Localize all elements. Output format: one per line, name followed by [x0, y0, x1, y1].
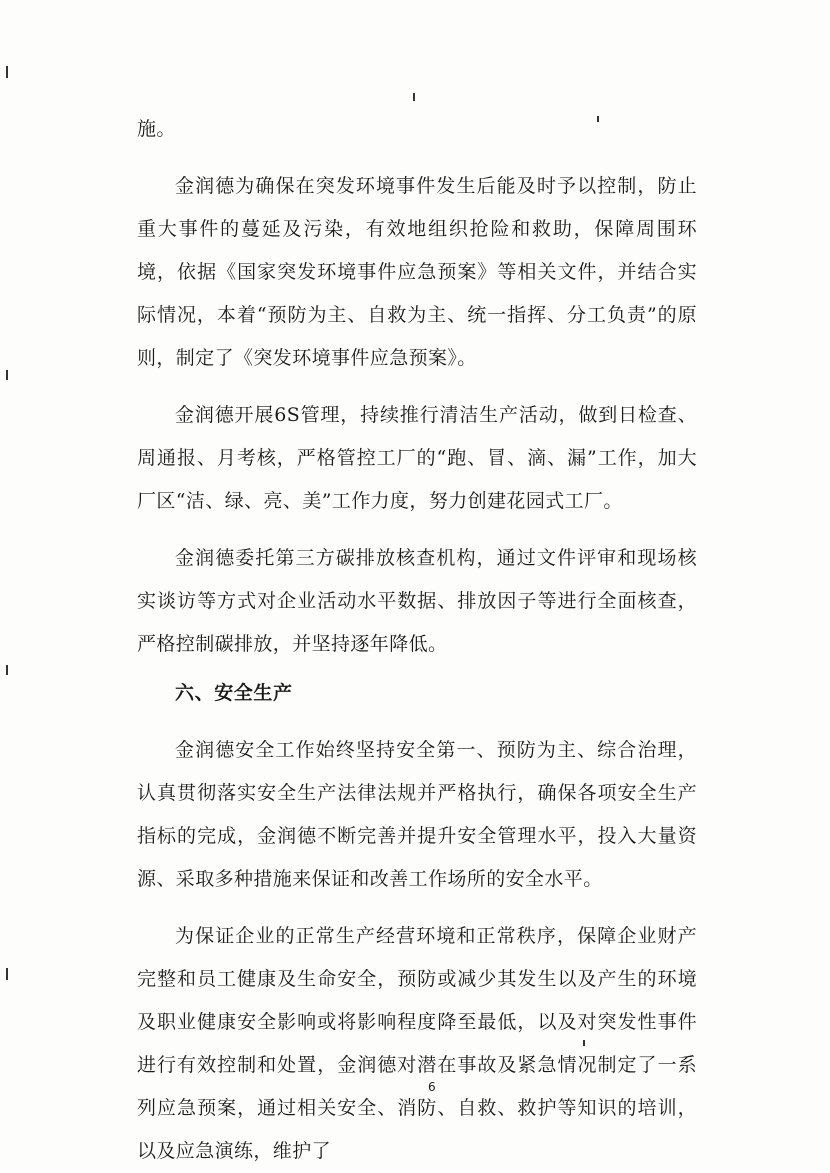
- scan-mark: [6, 370, 8, 380]
- scan-mark: [6, 968, 8, 980]
- paragraph-6s-management: 金润德开展6S管理，持续推行清洁生产活动，做到日检查、周通报、月考核，严格管控工厂的“跑、冒、滴、漏”工作，加大厂区“洁、绿、亮、美”工作力度，努力创建花园式工厂。: [137, 404, 697, 512]
- scan-mark: [6, 66, 8, 78]
- scan-mark: [413, 93, 415, 101]
- document-body: [137, 108, 697, 1173]
- paragraph-continuation: 施。: [137, 118, 176, 140]
- scan-mark: [6, 665, 8, 675]
- paragraph-carbon-verification: 金润德委托第三方碳排放核查机构，通过文件评审和现场核实谈访等方式对企业活动水平数据、排放因子等进行全面核查，严格控制碳排放，并坚持逐年降低。: [137, 547, 697, 655]
- paragraph-emergency-plan: 金润德为确保在突发环境事件发生后能及时予以控制，防止重大事件的蔓延及污染，有效地组织抢险和救助，保障周围环境，依据《国家突发环境事件应急预案》等相关文件，并结合实际情况，本着“预防为主、自救为主、统一指挥、分工负责”的原则，制定了《突发环境事件应急预案》。: [137, 175, 697, 369]
- paragraph-emergency-drills: 为保证企业的正常生产经营环境和正常秩序，保障企业财产完整和员工健康及生命安全，预防或减少其发生以及产生的环境及职业健康安全影响或将影响程度降至最低，以及对突发性事件进行有效控制和处置，金润德对潜在事故及紧急情况制定了一系列应急预案，通过相关安全、消防、自救、救护等知识的培训，以及应急演练，维护了: [137, 925, 697, 1162]
- paragraph-safety-policy: 金润德安全工作始终坚持安全第一、预防为主、综合治理，认真贯彻落实安全生产法律法规并严格执行，确保各项安全生产指标的完成，金润德不断完善并提升安全管理水平，投入大量资源、采取多种措施来保证和改善工作场所的安全水平。: [137, 739, 697, 890]
- page-number: 6: [428, 1080, 436, 1094]
- section-heading-safety: 六、安全生产: [175, 682, 293, 704]
